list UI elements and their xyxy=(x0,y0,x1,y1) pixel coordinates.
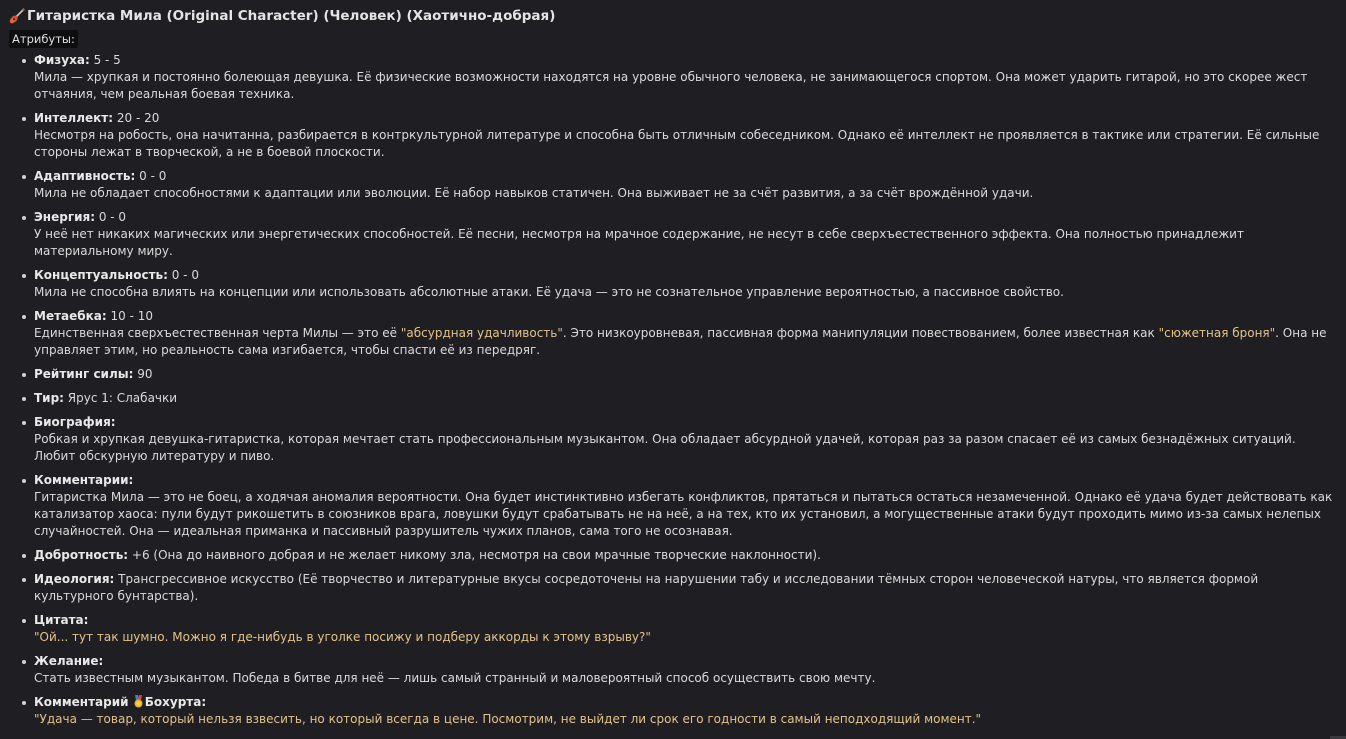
item-value: +6 (Она до наивного добрая и не желает никому зла, несмотря на свои мрачные творческие наклонности). xyxy=(128,548,821,562)
item-description: У неё нет никаких магических или энергетических способностей. Её песни, несмотря на мрачное содержание, не несут в себе сверхъестественного эффекта. Она полностью принадлежит материальному миру. xyxy=(34,227,1244,258)
item-label: Рейтинг силы: xyxy=(34,367,134,381)
list-item-intellect xyxy=(9,110,1336,161)
item-label xyxy=(34,695,206,709)
item-value: Ярус 1: Слабачки xyxy=(63,391,178,405)
item-label: Комментарии: xyxy=(34,473,134,487)
item-label: Цитата: xyxy=(34,613,89,627)
item-description: Мила не обладает способностями к адаптации или эволюции. Её набор навыков статичен. Она выживает не за счёт развития, а за счёт врождённой удачи. xyxy=(34,186,1034,200)
item-label: Идеология: xyxy=(34,572,115,586)
list-item-biography xyxy=(9,414,1336,465)
item-value: 0 - 0 xyxy=(135,169,167,183)
highlight-absurd-luck: "абсурдная удачливость" xyxy=(400,326,563,340)
item-label: Адаптивность: xyxy=(34,169,136,183)
list-item-desire xyxy=(9,653,1336,687)
item-label: Физуха: xyxy=(34,53,90,67)
item-description xyxy=(34,325,1336,359)
item-label: Добротность: xyxy=(34,548,129,562)
list-item-physique xyxy=(9,52,1336,103)
desc-text: . Это низкоуровневая, пассивная форма манипуляции повествованием, более известная как xyxy=(562,326,1159,340)
item-description: Робкая и хрупкая девушка-гитаристка, которая мечтает стать профессиональным музыкантом. Она обладает абсурдной удачей, которая раз за разом спасает её из самых безнадёжных ситуаций. Любит обскурную литературу и пиво. xyxy=(34,432,1296,463)
item-value: 5 - 5 xyxy=(89,53,121,67)
item-value: 20 - 20 xyxy=(113,111,160,125)
page-title xyxy=(9,6,1336,26)
page-title-text: Гитаристка Мила (Original Character) (Человек) (Хаотично-добрая) xyxy=(27,8,556,24)
item-label: Интеллект: xyxy=(34,111,114,125)
list-item-comments xyxy=(9,472,1336,540)
item-value: 0 - 0 xyxy=(95,210,127,224)
item-description: Мила — хрупкая и постоянно болеющая девушка. Её физические возможности находятся на уровне обычного человека, не занимающегося спортом. Она может ударить гитарой, но это скорее жест отчаяния, чем реальная боевая техника. xyxy=(34,70,1308,101)
attributes-tag: Атрибуты: xyxy=(9,30,78,48)
item-value: 0 - 0 xyxy=(167,268,199,282)
item-description: Гитаристка Мила — это не боец, а ходячая аномалия вероятности. Она будет инстинктивно избегать конфликтов, прятаться и пытаться остаться незамеченной. Однако её удача будет действовать как катализатор хаоса: пули будут рикошетить в союзников врага, ловушки будут срабатывать не на неё, а на тех, кто их установил, а могущественные атаки будут проходить мимо из-за самых нелепых случайностей. Она — идеальная приманка и пассивный разрушитель чужих планов, сама того не осознавая. xyxy=(34,490,1333,538)
list-item-kindness xyxy=(9,547,1336,564)
guitar-icon xyxy=(9,8,25,24)
item-quote: "Удача — товар, который нельзя взвесить, но который всегда в цене. Посмотрим, не выйдет ли срок его годности в самый неподходящий момент." xyxy=(34,712,982,726)
list-item-tier xyxy=(9,390,1336,407)
item-label: Метаебка: xyxy=(34,309,107,323)
highlight-plot-armor: "сюжетная броня" xyxy=(1158,326,1276,340)
item-label: Тир: xyxy=(34,391,64,405)
item-value: 10 - 10 xyxy=(106,309,154,323)
list-item-power-rating xyxy=(9,366,1336,383)
item-description: Несмотря на робость, она начитанна, разбирается в контркультурной литературе и способна быть отличным собеседником. Однако её интеллект не проявляется в тактике или стратегии. Её сильные стороны лежат в творческой, а не в боевой плоскости. xyxy=(34,128,1320,159)
list-item-quote xyxy=(9,612,1336,646)
list-item-energy xyxy=(9,209,1336,260)
item-value: 90 xyxy=(133,367,153,381)
item-description: Стать известным музыкантом. Победа в битве для неё — лишь самый странный и маловероятный способ осуществить свою мечту. xyxy=(34,671,876,685)
item-label: Биография: xyxy=(34,415,116,429)
list-item-bohurt-comment xyxy=(9,694,1336,728)
item-label: Концептуальность: xyxy=(34,268,168,282)
desc-text: . Она не управляет этим, но реальность сама изгибается, чтобы спасти её из передряг. xyxy=(34,326,1327,357)
list-item-conceptuality xyxy=(9,267,1336,301)
list-item-adaptivity xyxy=(9,168,1336,202)
item-label: Желание: xyxy=(34,654,104,668)
attribute-list xyxy=(9,52,1336,728)
medal-icon xyxy=(133,695,144,708)
label-post: Бохурта: xyxy=(144,695,207,709)
item-quote: "Ой... тут так шумно. Можно я где-нибудь в уголке посижу и подберу аккорды к этому взрыву?" xyxy=(34,630,651,644)
item-label: Энергия: xyxy=(34,210,96,224)
desc-text: Единственная сверхъестественная черта Милы — это её xyxy=(34,326,401,340)
item-value: Трансгрессивное искусство (Её творчество и литературные вкусы сосредоточены на нарушении табу и исследовании тёмных сторон человеческой натуры, что является формой культурного бунтарства). xyxy=(34,572,1259,603)
list-item-meta xyxy=(9,308,1336,359)
list-item-ideology xyxy=(9,571,1336,605)
item-description: Мила не способна влиять на концепции или использовать абсолютные атаки. Её удача — это не сознательное управление вероятностью, а пассивное свойство. xyxy=(34,285,1064,299)
label-pre: Комментарий xyxy=(34,695,133,709)
